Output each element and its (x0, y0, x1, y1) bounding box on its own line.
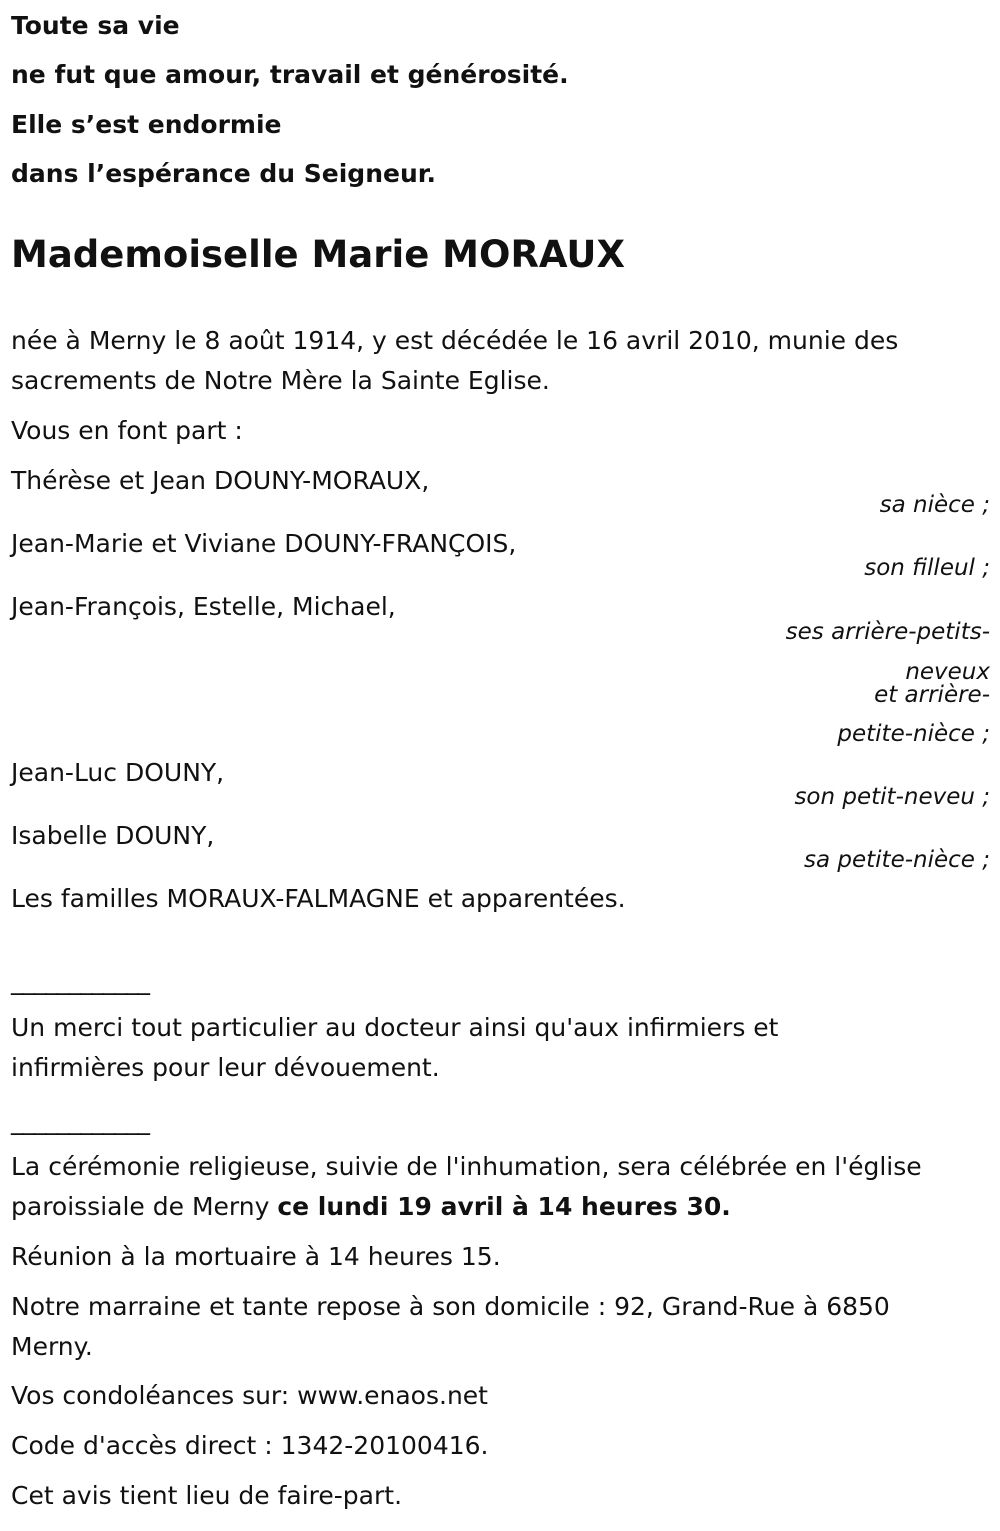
thanks-line-1: Un merci tout particulier au docteur ainsi qu'aux infirmiers et (11, 1013, 779, 1042)
family-relation-3b: et arrière- (874, 682, 990, 708)
family-relation-5: sa petite-nièce ; (804, 847, 990, 873)
family-name-1: Thérèse et Jean DOUNY-MORAUX, (11, 466, 430, 495)
notice-text: Cet avis tient lieu de faire-part. (11, 1481, 403, 1510)
family-name-4: Jean-Luc DOUNY, (11, 758, 225, 787)
family-relation-2: son filleul ; (864, 555, 990, 581)
family-relation-1: sa nièce ; (879, 492, 990, 518)
epitaph-line-1: Toute sa vie (11, 11, 180, 40)
epitaph-line-3: Elle s’est endormie (11, 110, 282, 139)
epitaph-line-2: ne fut que amour, travail et générosité. (11, 60, 569, 89)
family-name-2: Jean-Marie et Viviane DOUNY-FRANÇOIS, (11, 529, 517, 558)
meeting-text: Réunion à la mortuaire à 14 heures 15. (11, 1242, 501, 1271)
separator-1: ____________ (11, 966, 149, 995)
rest-line-1: Notre marraine et tante repose à son domicile : 92, Grand-Rue à 6850 (11, 1292, 890, 1321)
family-relation-3c: petite-nièce ; (837, 721, 990, 747)
announce-text: Vous en font part : (11, 416, 243, 445)
thanks-line-2: infirmières pour leur dévouement. (11, 1053, 440, 1082)
ceremony-line-1: La cérémonie religieuse, suivie de l'inhumation, sera célébrée en l'église (11, 1152, 922, 1181)
family-name-3: Jean-François, Estelle, Michael, (11, 592, 396, 621)
epitaph-line-4: dans l’espérance du Seigneur. (11, 159, 437, 188)
access-code-text: Code d'accès direct : 1342-20100416. (11, 1431, 489, 1460)
family-name-5: Isabelle DOUNY, (11, 821, 215, 850)
birth-death-line-2: sacrements de Notre Mère la Sainte Eglise. (11, 366, 550, 395)
birth-death-line-1: née à Merny le 8 août 1914, y est décédée le 16 avril 2010, munie des (11, 326, 899, 355)
separator-2: ____________ (11, 1106, 149, 1135)
ceremony-line-2 (11, 1187, 731, 1227)
deceased-name: Mademoiselle Marie MORAUX (11, 233, 626, 276)
families-line: Les familles MORAUX-FALMAGNE et apparentées. (11, 884, 626, 913)
family-relation-4: son petit-neveu ; (794, 784, 990, 810)
ceremony-datetime: ce lundi 19 avril à 14 heures 30. (277, 1192, 731, 1221)
family-relation-3a: ses arrière-petits-neveux (785, 619, 990, 685)
rest-line-2: Merny. (11, 1332, 93, 1361)
ceremony-line-2-prefix: paroissiale de Merny (11, 1192, 278, 1221)
condolences-text: Vos condoléances sur: www.enaos.net (11, 1381, 488, 1410)
